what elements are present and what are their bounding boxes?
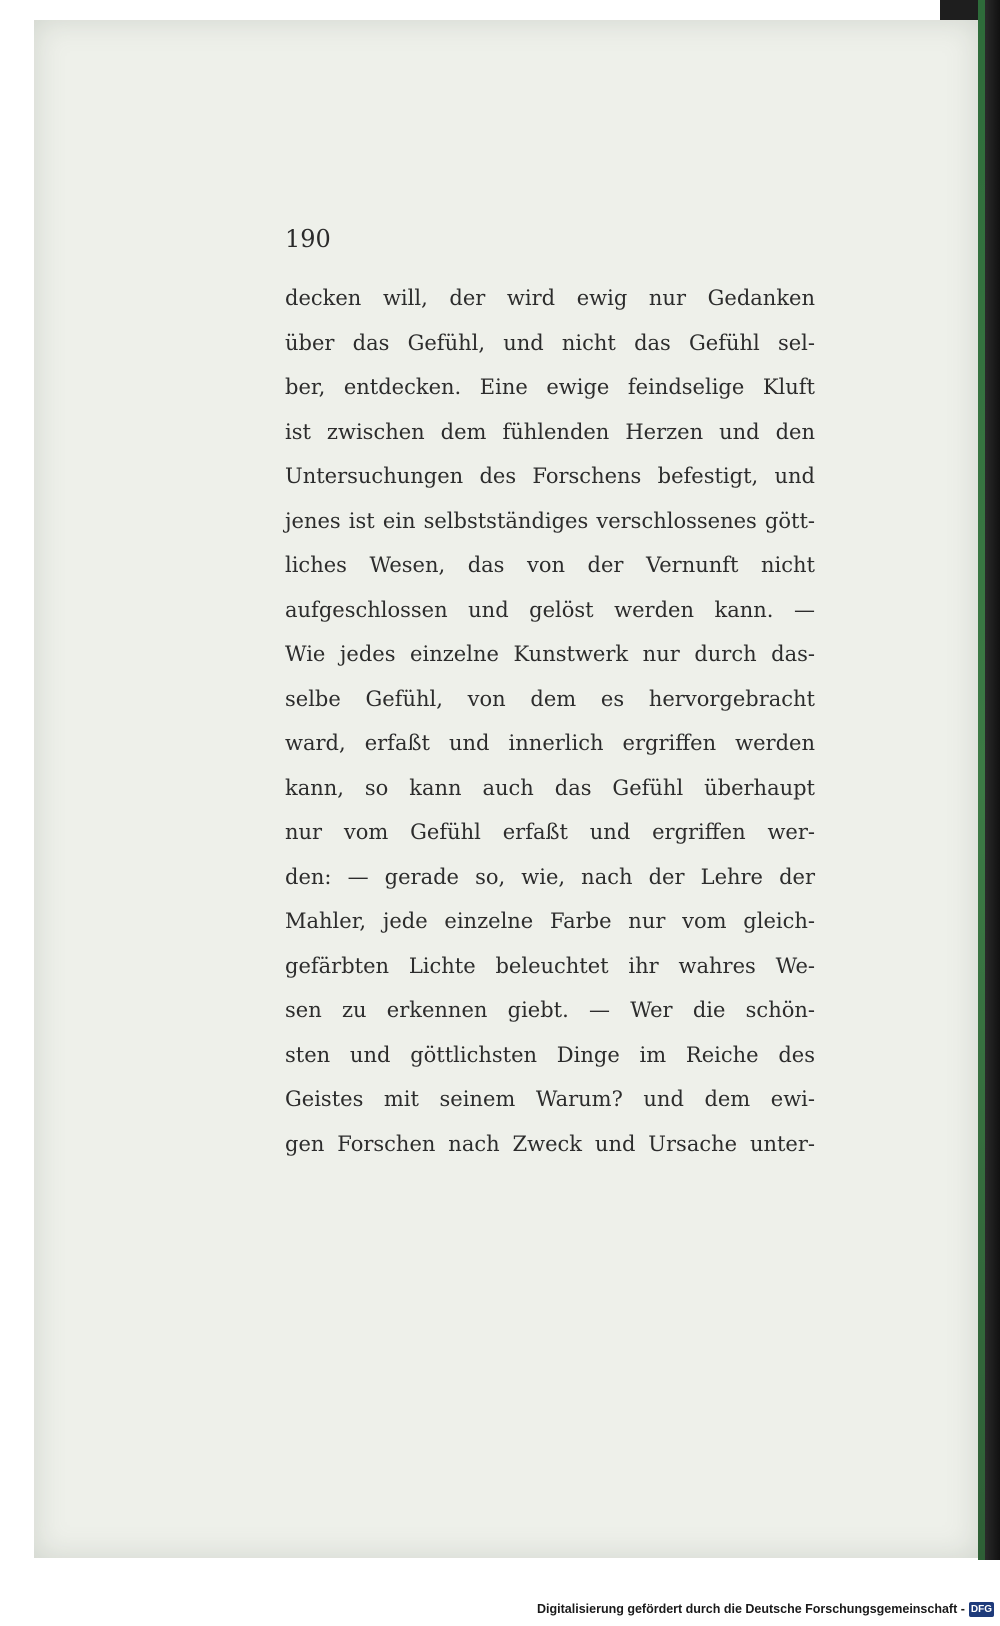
text-line: sten und göttlichsten Dinge im Reiche des — [285, 1042, 815, 1067]
funding-notice: Digitalisierung gefördert durch die Deutsche Forschungsgemeinschaft - — [537, 1602, 965, 1616]
text-line: liches Wesen, das von der Vernunft nicht — [285, 553, 815, 577]
text-line: jenes ist ein selbstständiges verschlossenes gött- — [285, 508, 815, 533]
text-line: den: — gerade so, wie, nach der Lehre der — [285, 864, 815, 889]
page-text-block — [285, 276, 815, 1166]
text-line: gefärbten Lichte beleuchtet ihr wahres We- — [285, 953, 815, 978]
text-line: ward, erfaßt und innerlich ergriffen werden — [285, 731, 815, 755]
text-line: Geistes mit seinem Warum? und dem ewi- — [285, 1087, 815, 1111]
text-line: ist zwischen dem fühlenden Herzen und den — [285, 419, 815, 444]
text-line: aufgeschlossen und gelöst werden kann. — — [285, 597, 815, 622]
text-line: gen Forschen nach Zweck und Ursache unter- — [285, 1131, 815, 1156]
text-line: decken will, der wird ewig nur Gedanken — [285, 286, 815, 310]
text-line: nur vom Gefühl erfaßt und ergriffen wer- — [285, 820, 815, 844]
digitization-footer — [537, 1598, 994, 1620]
page-number: 190 — [285, 225, 331, 253]
text-line: über das Gefühl, und nicht das Gefühl sel- — [285, 330, 815, 355]
dfg-logo-icon: DFG — [970, 1603, 992, 1615]
text-line: sen zu erkennen giebt. — Wer die schön- — [285, 998, 815, 1022]
text-line: ber, entdecken. Eine ewige feindselige Kluft — [285, 375, 815, 399]
text-line: kann, so kann auch das Gefühl überhaupt — [285, 775, 815, 800]
text-line: Untersuchungen des Forschens befestigt, und — [285, 464, 815, 488]
scanner-edge-right — [985, 0, 1000, 1560]
text-line: Wie jedes einzelne Kunstwerk nur durch das- — [285, 642, 815, 666]
text-line: Mahler, jede einzelne Farbe nur vom gleich- — [285, 909, 815, 933]
text-line: selbe Gefühl, von dem es hervorgebracht — [285, 686, 815, 711]
